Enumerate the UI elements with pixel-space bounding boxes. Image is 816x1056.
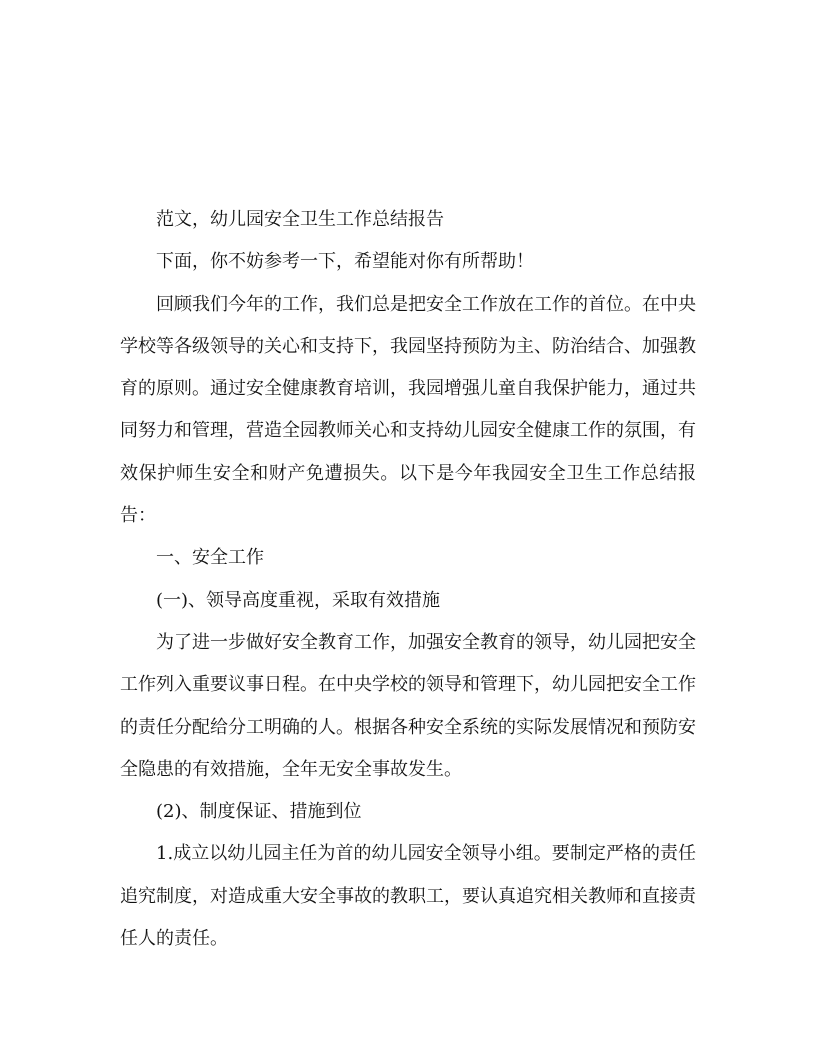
leadership-paragraph: 为了进一步做好安全教育工作，加强安全教育的领导，幼儿园把安全工作列入重要议事日程。在中央学校的领导和管理下，幼儿园把安全工作的责任分配给分工明确的人。根据各种安全系统的实际发展情况和预防安全隐患的有效措施，全年无安全事故发生。 bbox=[120, 631, 696, 780]
document-title: 范文，幼儿园安全卫生工作总结报告 bbox=[156, 209, 444, 230]
review-paragraph: 回顾我们今年的工作，我们总是把安全工作放在工作的首位。在中央学校等各级领导的关心和支持下，我园坚持预防为主、防治结合、加强教育的原则。通过安全健康教育培训，我园增强儿童自我保护能力，通过共同努力和管理，营造全园教师关心和支持幼儿园安全健康工作的氛围，有效保护师生安全和财产免遭损失。以下是今年我园安全卫生工作总结报告： bbox=[120, 293, 696, 527]
subsection-heading-system: (2)、制度保证、措施到位 bbox=[156, 801, 362, 823]
document-body bbox=[120, 199, 696, 960]
subsection-heading-leadership: (一)、领导高度重视，采取有效措施 bbox=[156, 589, 441, 611]
system-item-1-paragraph: 1.成立以幼儿园主任为首的幼儿园安全领导小组。要制定严格的责任追究制度，对造成重大安全事故的教职工，要认真追究相关教师和直接责任人的责任。 bbox=[120, 843, 696, 950]
intro-paragraph: 下面，你不妨参考一下，希望能对你有所帮助！ bbox=[156, 251, 534, 273]
section-heading-safety-work: 一、安全工作 bbox=[156, 547, 264, 569]
